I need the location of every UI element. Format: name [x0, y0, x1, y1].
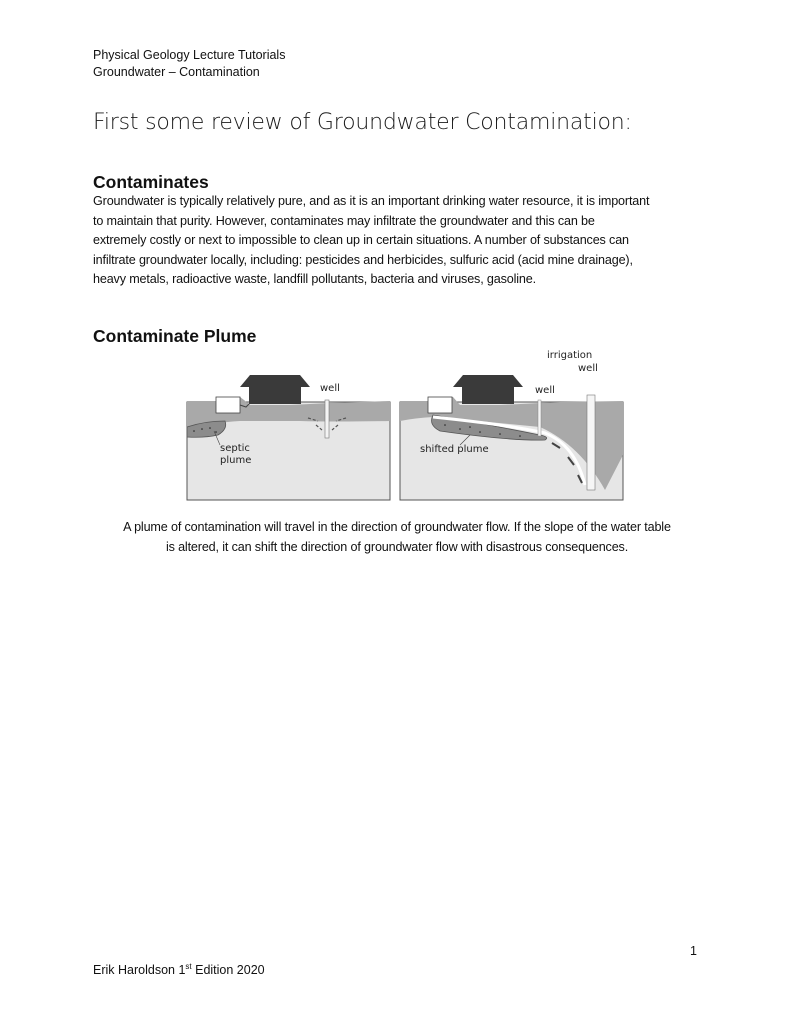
page-number: 1	[690, 944, 697, 958]
septic-tank	[216, 397, 240, 413]
section-heading-contaminates: Contaminates	[93, 172, 209, 192]
right-well-label: well	[535, 385, 555, 396]
plume-diagram	[180, 345, 625, 505]
house-icon	[249, 387, 301, 404]
shifted-plume-label: shifted plume	[420, 444, 489, 455]
septic-label: septic	[220, 443, 250, 454]
right-house-icon	[462, 387, 514, 404]
footer-superscript: st	[185, 961, 192, 971]
section-heading-plume: Contaminate Plume	[93, 326, 257, 346]
contaminates-paragraph	[93, 192, 713, 290]
house-roof-icon	[240, 375, 310, 387]
left-well-shaft	[325, 400, 329, 438]
running-header	[93, 47, 285, 81]
caption-line: A plume of contamination will travel in the direction of groundwater flow. If the slope of the water table	[123, 520, 671, 534]
figure-caption	[80, 518, 714, 557]
header-course-title: Physical Geology Lecture Tutorials	[93, 48, 286, 62]
irrigation-well-shaft	[587, 395, 595, 490]
right-panel	[400, 350, 623, 500]
plume-label: plume	[220, 455, 252, 466]
irrigation-label-2: well	[578, 363, 598, 374]
right-septic-tank	[428, 397, 452, 413]
left-panel	[187, 375, 390, 500]
page-title: First some review of Groundwater Contamination:	[93, 110, 632, 135]
left-well-label: well	[320, 383, 340, 394]
paragraph-line: infiltrate groundwater locally, including: pesticides and herbicides, sulfuric acid (acid mine drainage),	[93, 252, 633, 267]
irrigation-label-1: irrigation	[547, 350, 593, 361]
paragraph-line: to maintain that purity. However, contaminates may infiltrate the groundwater and this can be	[93, 213, 595, 228]
footer-author: Erik Haroldson 1	[93, 963, 186, 977]
right-house-roof-icon	[453, 375, 523, 387]
right-well-shaft	[538, 400, 541, 436]
paragraph-line: heavy metals, radioactive waste, landfill pollutants, bacteria and viruses, gasoline.	[93, 272, 536, 286]
caption-line: is altered, it can shift the direction of groundwater flow with disastrous consequences.	[165, 539, 629, 554]
header-topic: Groundwater – Contamination	[93, 65, 260, 79]
paragraph-line: Groundwater is typically relatively pure, and as it is an important drinking water resource, it is important	[93, 194, 650, 208]
page-footer	[93, 963, 265, 977]
paragraph-line: extremely costly or next to impossible to clean up in certain situations. A number of substances can	[93, 233, 629, 247]
footer-edition: Edition 2020	[191, 963, 265, 977]
